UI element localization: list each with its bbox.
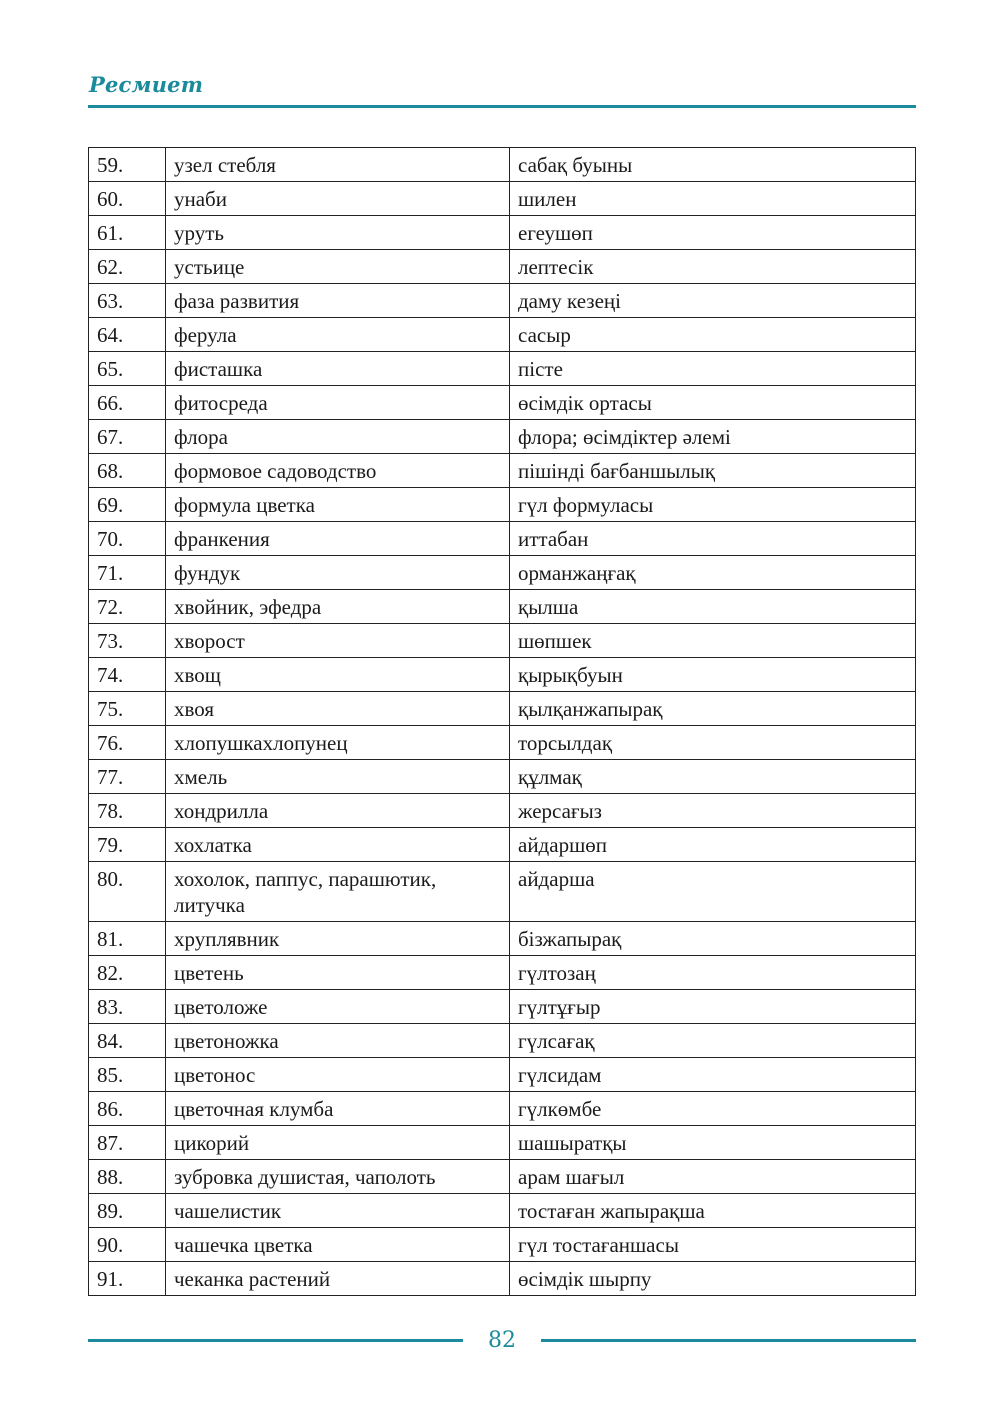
russian-term: уруть [166, 216, 510, 250]
table-row [89, 760, 916, 794]
russian-term: формовое садоводство [166, 454, 510, 488]
table-row [89, 284, 916, 318]
kazakh-term: қылқанжапырақ [510, 692, 916, 726]
russian-term: цветоложе [166, 990, 510, 1024]
table-row [89, 386, 916, 420]
russian-term: хвощ [166, 658, 510, 692]
table-row [89, 658, 916, 692]
table-row [89, 522, 916, 556]
page-number: 82 [488, 1328, 516, 1353]
table-row [89, 828, 916, 862]
kazakh-term: гүл тостағаншасы [510, 1228, 916, 1262]
kazakh-term: флора; өсімдіктер әлемі [510, 420, 916, 454]
kazakh-term: жерсағыз [510, 794, 916, 828]
kazakh-term: орманжаңғақ [510, 556, 916, 590]
table-row [89, 862, 916, 922]
kazakh-term: тостаған жапырақша [510, 1194, 916, 1228]
row-number: 82. [89, 956, 166, 990]
kazakh-term: даму кезеңі [510, 284, 916, 318]
russian-term: зубровка душистая, чаполоть [166, 1160, 510, 1194]
russian-term: франкения [166, 522, 510, 556]
row-number: 76. [89, 726, 166, 760]
table-row [89, 454, 916, 488]
row-number: 91. [89, 1262, 166, 1296]
table-row [89, 590, 916, 624]
russian-term: хмель [166, 760, 510, 794]
table-row [89, 556, 916, 590]
russian-term: унаби [166, 182, 510, 216]
glossary-table-body [89, 148, 916, 1296]
russian-term: фундук [166, 556, 510, 590]
table-row [89, 318, 916, 352]
russian-term: цветень [166, 956, 510, 990]
row-number: 88. [89, 1160, 166, 1194]
table-row [89, 148, 916, 182]
row-number: 81. [89, 922, 166, 956]
russian-term: фитосреда [166, 386, 510, 420]
kazakh-term: сабақ буыны [510, 148, 916, 182]
table-row [89, 956, 916, 990]
table-row [89, 1092, 916, 1126]
page-header-title: Ресмиет [89, 72, 204, 97]
russian-term: хохолок, паппус, парашютик, литучка [166, 862, 510, 922]
russian-term: флора [166, 420, 510, 454]
row-number: 72. [89, 590, 166, 624]
row-number: 77. [89, 760, 166, 794]
glossary-table [88, 147, 916, 1296]
table-row [89, 794, 916, 828]
russian-term: фаза развития [166, 284, 510, 318]
kazakh-term: бізжапырақ [510, 922, 916, 956]
footer-divider-left [88, 1339, 463, 1342]
kazakh-term: құлмақ [510, 760, 916, 794]
russian-term: чашелистик [166, 1194, 510, 1228]
row-number: 66. [89, 386, 166, 420]
table-row [89, 250, 916, 284]
table-row [89, 922, 916, 956]
table-row [89, 1194, 916, 1228]
russian-term: хруплявник [166, 922, 510, 956]
kazakh-term: торсылдақ [510, 726, 916, 760]
row-number: 69. [89, 488, 166, 522]
russian-term: хвойник, эфедра [166, 590, 510, 624]
kazakh-term: шашыратқы [510, 1126, 916, 1160]
kazakh-term: пішінді бағбаншылық [510, 454, 916, 488]
kazakh-term: айдарша [510, 862, 916, 922]
row-number: 59. [89, 148, 166, 182]
kazakh-term: гүлтозаң [510, 956, 916, 990]
row-number: 78. [89, 794, 166, 828]
row-number: 74. [89, 658, 166, 692]
kazakh-term: гүл формуласы [510, 488, 916, 522]
russian-term: формула цветка [166, 488, 510, 522]
kazakh-term: өсімдік ортасы [510, 386, 916, 420]
table-row [89, 352, 916, 386]
kazakh-term: қырықбуын [510, 658, 916, 692]
russian-term: хвоя [166, 692, 510, 726]
row-number: 85. [89, 1058, 166, 1092]
table-row [89, 726, 916, 760]
kazakh-term: сасыр [510, 318, 916, 352]
russian-term: фисташка [166, 352, 510, 386]
table-row [89, 990, 916, 1024]
table-row [89, 1024, 916, 1058]
row-number: 90. [89, 1228, 166, 1262]
kazakh-term: гүлтұғыр [510, 990, 916, 1024]
kazakh-term: лептесік [510, 250, 916, 284]
row-number: 83. [89, 990, 166, 1024]
kazakh-term: айдаршөп [510, 828, 916, 862]
row-number: 62. [89, 250, 166, 284]
row-number: 67. [89, 420, 166, 454]
kazakh-term: гүлсағақ [510, 1024, 916, 1058]
row-number: 65. [89, 352, 166, 386]
row-number: 71. [89, 556, 166, 590]
kazakh-term: пісте [510, 352, 916, 386]
table-row [89, 1262, 916, 1296]
kazakh-term: қылша [510, 590, 916, 624]
russian-term: чашечка цветка [166, 1228, 510, 1262]
kazakh-term: гүлкөмбе [510, 1092, 916, 1126]
russian-term: цветочная клумба [166, 1092, 510, 1126]
row-number: 60. [89, 182, 166, 216]
russian-term: хлопушкахлопунец [166, 726, 510, 760]
russian-term: устьице [166, 250, 510, 284]
table-row [89, 1228, 916, 1262]
table-row [89, 1126, 916, 1160]
kazakh-term: шилен [510, 182, 916, 216]
kazakh-term: өсімдік шырпу [510, 1262, 916, 1296]
table-row [89, 624, 916, 658]
kazakh-term: шөпшек [510, 624, 916, 658]
table-row [89, 216, 916, 250]
table-row [89, 1058, 916, 1092]
russian-term: цветонос [166, 1058, 510, 1092]
russian-term: хондрилла [166, 794, 510, 828]
russian-term: ферула [166, 318, 510, 352]
row-number: 89. [89, 1194, 166, 1228]
table-row [89, 182, 916, 216]
kazakh-term: егеушөп [510, 216, 916, 250]
footer-divider-right [541, 1339, 916, 1342]
russian-term: цветоножка [166, 1024, 510, 1058]
russian-term: хворост [166, 624, 510, 658]
row-number: 84. [89, 1024, 166, 1058]
table-row [89, 488, 916, 522]
table-row [89, 692, 916, 726]
russian-term: цикорий [166, 1126, 510, 1160]
row-number: 73. [89, 624, 166, 658]
russian-term: узел стебля [166, 148, 510, 182]
header-divider [88, 105, 916, 108]
row-number: 63. [89, 284, 166, 318]
row-number: 87. [89, 1126, 166, 1160]
row-number: 75. [89, 692, 166, 726]
russian-term: хохлатка [166, 828, 510, 862]
row-number: 70. [89, 522, 166, 556]
table-row [89, 420, 916, 454]
kazakh-term: гүлсидам [510, 1058, 916, 1092]
row-number: 68. [89, 454, 166, 488]
kazakh-term: арам шағыл [510, 1160, 916, 1194]
kazakh-term: иттабан [510, 522, 916, 556]
table-row [89, 1160, 916, 1194]
row-number: 86. [89, 1092, 166, 1126]
row-number: 64. [89, 318, 166, 352]
row-number: 79. [89, 828, 166, 862]
russian-term: чеканка растений [166, 1262, 510, 1296]
row-number: 61. [89, 216, 166, 250]
row-number: 80. [89, 862, 166, 922]
